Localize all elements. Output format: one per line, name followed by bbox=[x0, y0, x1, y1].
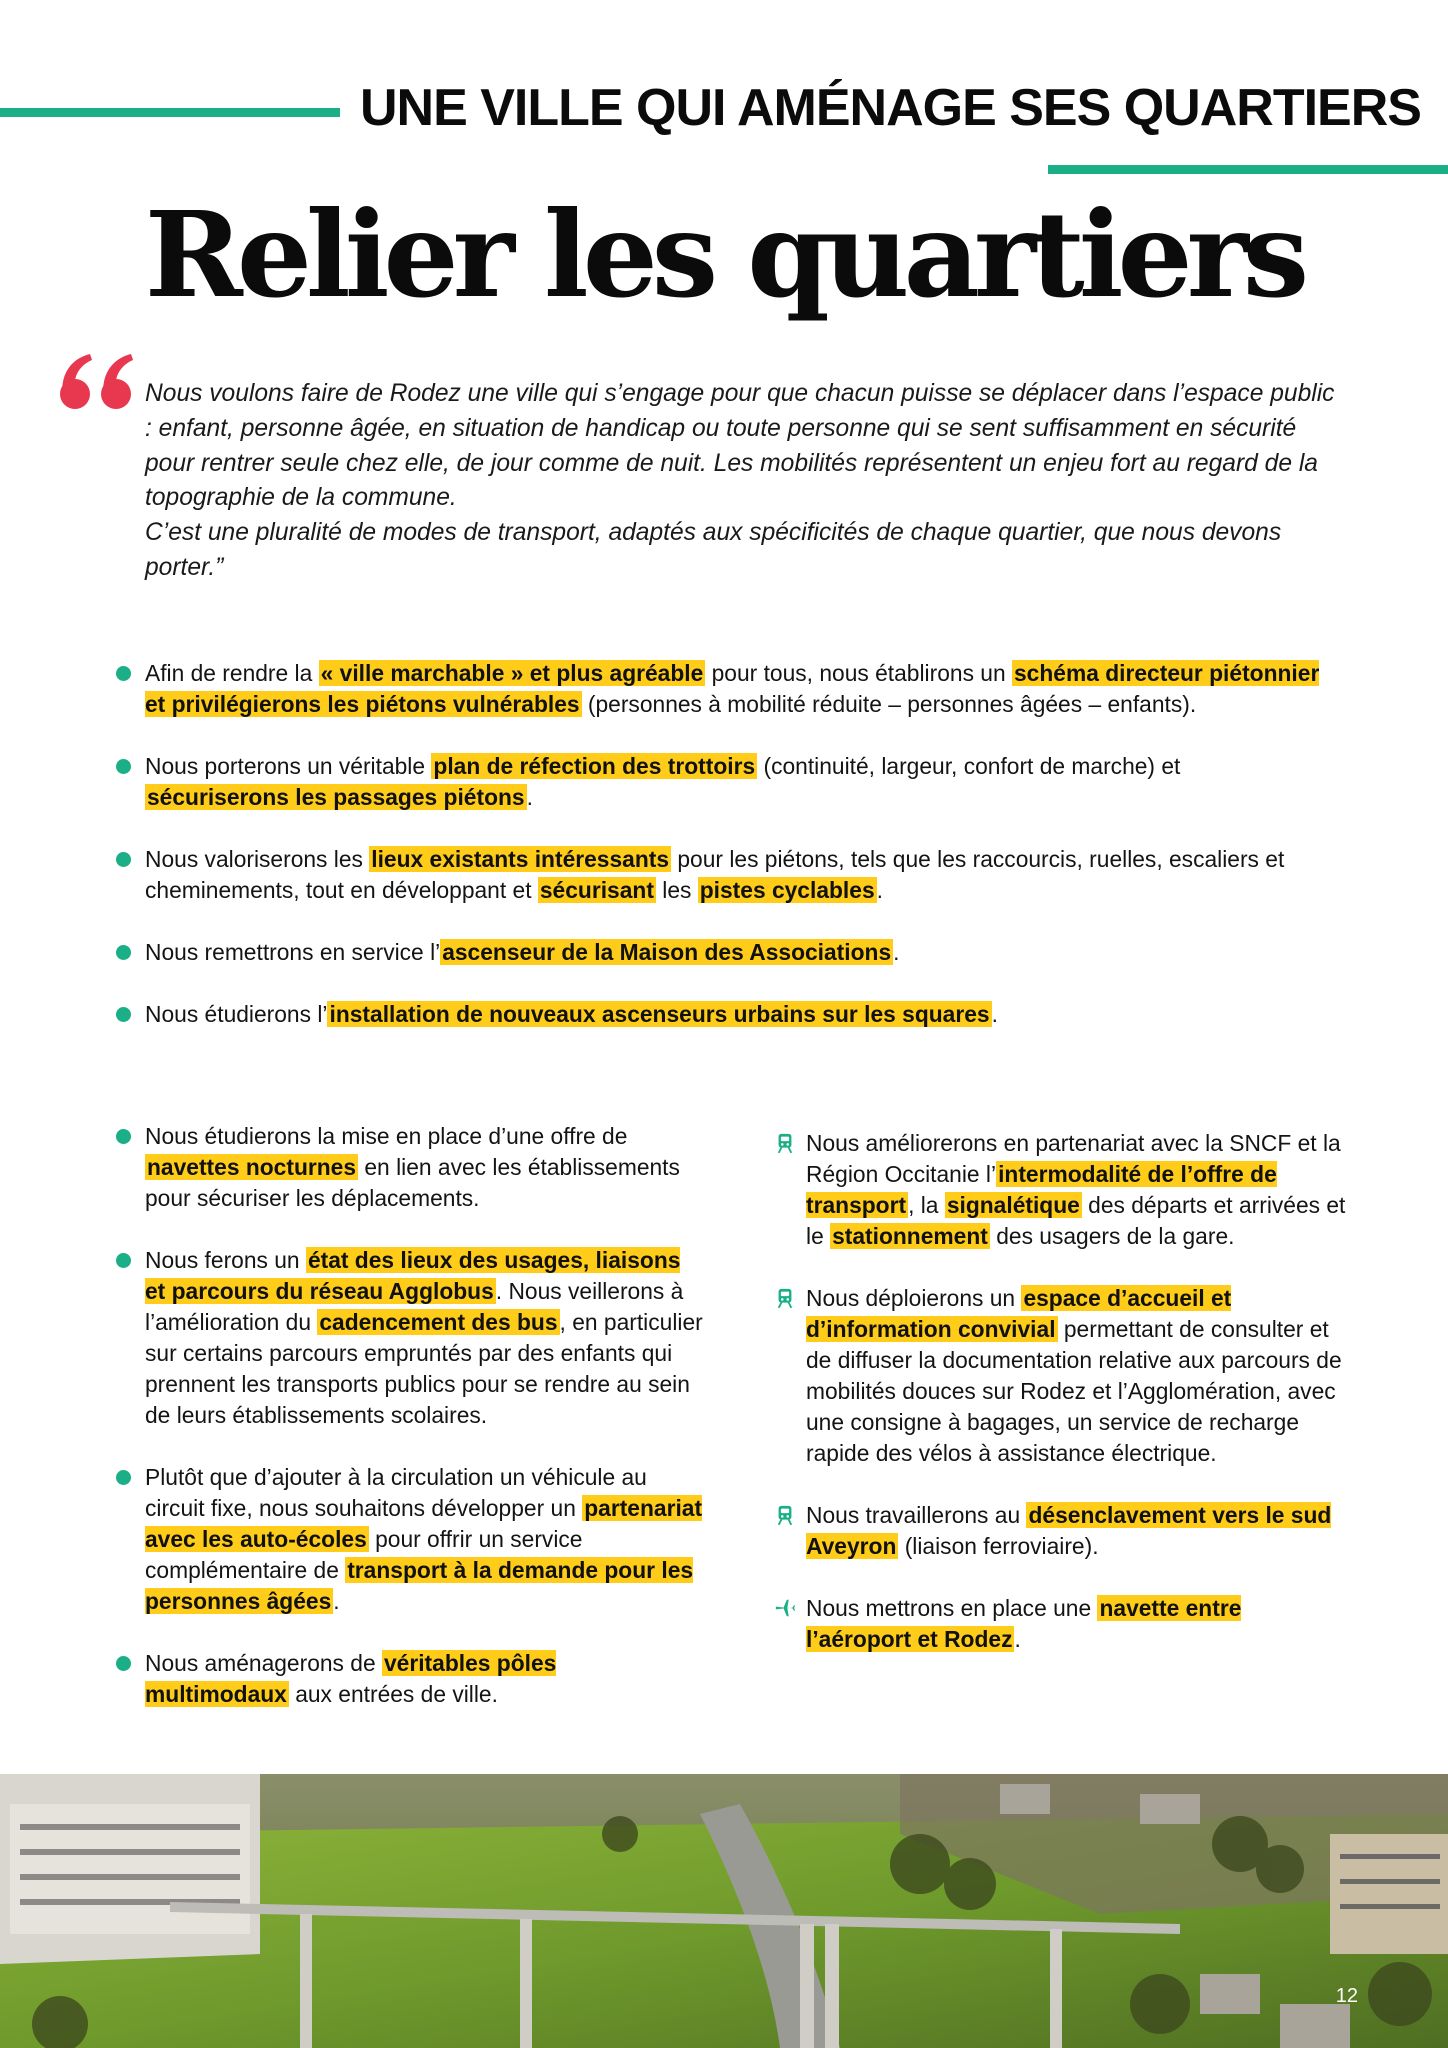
highlighted-text: schéma directeur piétonnier et privilégierons les piétons vulnérables bbox=[145, 660, 1320, 717]
section-title: UNE VILLE QUI AMÉNAGE SES QUARTIERS bbox=[360, 79, 1421, 137]
body-text: . bbox=[991, 1001, 998, 1027]
bullet-dot-icon bbox=[116, 1253, 131, 1268]
body-text: Nous mettrons en place une bbox=[806, 1595, 1098, 1621]
body-text: des usagers de la gare. bbox=[989, 1223, 1235, 1249]
quote-paragraph-2: C’est une pluralité de modes de transport, adaptés aux spécificités de chaque quartier, que nous devons porter.” bbox=[145, 519, 1282, 581]
bullet-dot-icon bbox=[116, 1656, 131, 1671]
highlighted-text: sécurisant bbox=[539, 877, 654, 903]
list-item bbox=[145, 937, 1325, 968]
body-text: Nous valoriserons les bbox=[145, 846, 370, 872]
train-icon bbox=[774, 1287, 796, 1309]
highlighted-text: stationnement bbox=[832, 1223, 988, 1249]
quote-paragraph-1: Nous voulons faire de Rodez une ville qui s’engage pour que chacun puisse se déplacer dans l’espace public : enfant, personne âgée, en situation de handicap ou toute personne qui se sent suffisamment en sécurité pour rentrer seule chez elle, de jour comme de nuit. Les mobilités représentent un enjeu fort au regard de la topographie de la commune. bbox=[145, 380, 1335, 512]
highlighted-text: installation de nouveaux ascenseurs urbains sur les squares bbox=[329, 1001, 990, 1027]
main-commitments-list bbox=[145, 658, 1325, 1061]
body-text: (personnes à mobilité réduite – personnes âgées – enfants). bbox=[581, 691, 1197, 717]
body-text: . bbox=[1014, 1626, 1021, 1652]
body-text: Nous étudierons la mise en place d’une offre de bbox=[145, 1123, 628, 1149]
highlighted-text: partenariat avec les auto-écoles bbox=[145, 1495, 703, 1552]
accent-line-top bbox=[0, 108, 340, 117]
highlighted-text: signalétique bbox=[946, 1192, 1080, 1218]
list-item bbox=[806, 1593, 1346, 1655]
highlighted-text: plan de réfection des trottoirs bbox=[433, 753, 756, 779]
body-text: . bbox=[876, 877, 883, 903]
transport-commitments-left-list bbox=[145, 1121, 705, 1741]
list-item bbox=[145, 1648, 705, 1710]
body-text: Nous étudierons l’ bbox=[145, 1001, 328, 1027]
body-text: des départs et arrivées et le bbox=[806, 1192, 1346, 1249]
list-item bbox=[145, 751, 1325, 813]
bullet-dot-icon bbox=[116, 1470, 131, 1485]
bullet-dot-icon bbox=[116, 852, 131, 867]
body-text: . bbox=[893, 939, 900, 965]
list-item bbox=[145, 658, 1325, 720]
quote-mark-icon bbox=[58, 352, 138, 412]
list-item bbox=[145, 1121, 705, 1214]
body-text: Nous aménagerons de bbox=[145, 1650, 382, 1676]
highlighted-text: lieux existants intéressants bbox=[371, 846, 670, 872]
body-text: Nous travaillerons au bbox=[806, 1502, 1027, 1528]
highlighted-text: ascenseur de la Maison des Associations bbox=[442, 939, 892, 965]
aerial-city-viaduct-photo bbox=[0, 1774, 1448, 2048]
plane-icon bbox=[774, 1597, 796, 1619]
intro-quote bbox=[145, 377, 1345, 586]
body-text: en lien avec les établissements pour sécuriser les déplacements. bbox=[145, 1154, 680, 1211]
body-text: pour offrir un service complémentaire de bbox=[145, 1526, 583, 1583]
body-text: , la bbox=[908, 1192, 945, 1218]
highlighted-text: navette entre l’aéroport et Rodez bbox=[806, 1595, 1242, 1652]
bullet-dot-icon bbox=[116, 945, 131, 960]
list-item bbox=[806, 1283, 1346, 1469]
highlighted-text: transport à la demande pour les personnes âgées bbox=[145, 1557, 694, 1614]
body-text: les bbox=[655, 877, 698, 903]
highlighted-text: navettes nocturnes bbox=[147, 1154, 357, 1180]
body-text: Nous améliorerons en partenariat avec la SNCF et la Région Occitanie l’ bbox=[806, 1130, 1341, 1187]
accent-line-bottom bbox=[1048, 165, 1448, 174]
train-icon bbox=[774, 1132, 796, 1154]
highlighted-text: intermodalité de l’offre de transport bbox=[806, 1161, 1277, 1218]
body-text: (liaison ferroviaire). bbox=[898, 1533, 1099, 1559]
body-text: Nous remettrons en service l’ bbox=[145, 939, 441, 965]
body-text: (continuité, largeur, confort de marche) et bbox=[757, 753, 1181, 779]
body-text: permettant de consulter et de diffuser la documentation relative aux parcours de mobilités douces sur Rodez et l’Agglomération, avec une consigne à bagages, un service de recharge rapide des vélos à assistance électrique. bbox=[806, 1316, 1342, 1466]
list-item bbox=[145, 1462, 705, 1617]
page-title: Relier les quartiers bbox=[144, 185, 1304, 324]
body-text: Nous déploierons un bbox=[806, 1285, 1022, 1311]
highlighted-text: cadencement des bus bbox=[319, 1309, 558, 1335]
body-text: Nous ferons un bbox=[145, 1247, 306, 1273]
body-text: . bbox=[333, 1588, 340, 1614]
body-text: pour tous, nous établirons un bbox=[705, 660, 1012, 686]
highlighted-text: espace d’accueil et d’information convivial bbox=[806, 1285, 1232, 1342]
list-item bbox=[145, 1245, 705, 1431]
highlighted-text: désenclavement vers le sud Aveyron bbox=[806, 1502, 1332, 1559]
body-text: pour les piétons, tels que les raccourcis, ruelles, escaliers et cheminements, tout en développant et bbox=[145, 846, 1285, 903]
bullet-dot-icon bbox=[116, 759, 131, 774]
train-icon bbox=[774, 1504, 796, 1526]
body-text: . bbox=[526, 784, 533, 810]
bullet-dot-icon bbox=[116, 1007, 131, 1022]
highlighted-text: sécuriserons les passages piétons bbox=[147, 784, 525, 810]
body-text: Afin de rendre la bbox=[145, 660, 319, 686]
highlighted-text: état des lieux des usages, liaisons et parcours du réseau Agglobus bbox=[145, 1247, 681, 1304]
list-item bbox=[145, 999, 1325, 1030]
body-text: . Nous veillerons à l’amélioration du bbox=[145, 1278, 684, 1335]
page-number: 12 bbox=[1335, 1985, 1358, 2007]
list-item bbox=[806, 1128, 1346, 1252]
body-text: Nous porterons un véritable bbox=[145, 753, 432, 779]
bullet-dot-icon bbox=[116, 1129, 131, 1144]
body-text: , en particulier sur certains parcours empruntés par des enfants qui prennent les transports publics pour se rendre au sein de leurs établissements scolaires. bbox=[145, 1309, 703, 1428]
list-item bbox=[145, 844, 1325, 906]
body-text: aux entrées de ville. bbox=[288, 1681, 498, 1707]
highlighted-text: pistes cyclables bbox=[699, 877, 875, 903]
transport-commitments-right-list bbox=[806, 1128, 1346, 1686]
list-item bbox=[806, 1500, 1346, 1562]
body-text: Plutôt que d’ajouter à la circulation un véhicule au circuit fixe, nous souhaitons développer un bbox=[145, 1464, 647, 1521]
highlighted-text: véritables pôles multimodaux bbox=[145, 1650, 557, 1707]
highlighted-text: « ville marchable » et plus agréable bbox=[320, 660, 704, 686]
bullet-dot-icon bbox=[116, 666, 131, 681]
